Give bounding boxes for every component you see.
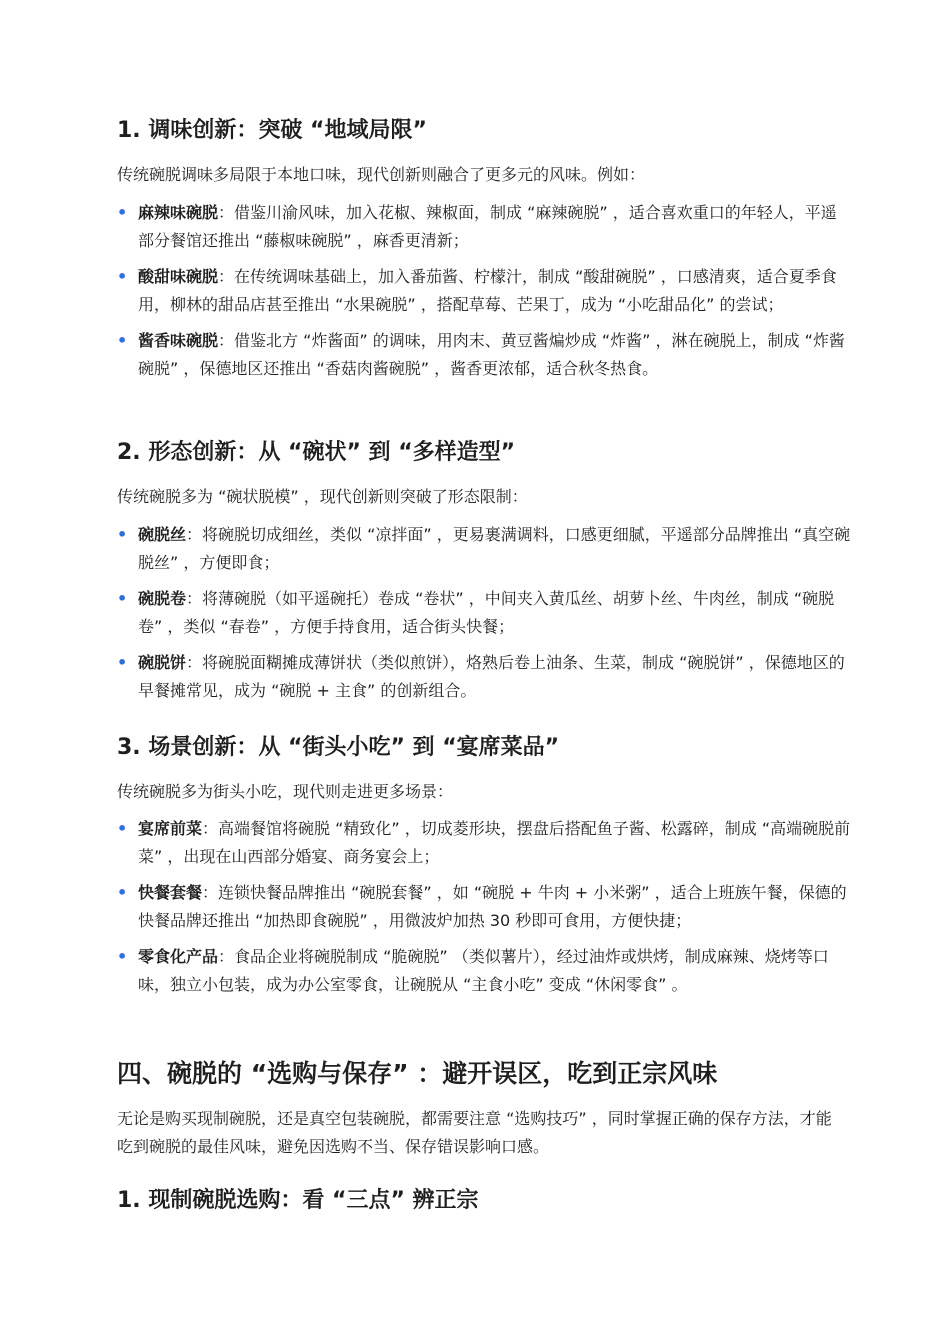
bullet-icon: • xyxy=(117,947,128,966)
section-1-heading: 1. 调味创新：突破 “地域局限” xyxy=(117,118,427,143)
item-text: ：将碗脱切成细丝，类似 “凉拌面” ，更易裹满调料，口感更细腻，平遥部分品牌推出 “真空碗脱丝” ，方便即食； xyxy=(138,525,851,572)
item-text: ：将薄碗脱（如平遥碗托）卷成 “卷状” ，中间夹入黄瓜丝、胡萝卜丝、牛肉丝，制成 “碗脱卷” ，类似 “春卷” ，方便手持食用，适合街头快餐； xyxy=(138,589,835,636)
item-term: 酱香味碗脱 xyxy=(138,331,219,350)
item-text: ：高端餐馆将碗脱 “精致化” ，切成菱形块，摆盘后搭配鱼子酱、松露碎，制成 “高端碗脱前菜” ，出现在山西部分婚宴、商务宴会上； xyxy=(138,819,851,866)
section-3-intro: 传统碗脱多为街头小吃，现代则走进更多场景： xyxy=(117,782,454,801)
bullet-icon: • xyxy=(117,589,128,608)
item-text: ：连锁快餐品牌推出 “碗脱套餐” ，如 “碗脱 + 牛肉 + 小米粥” ，适合上班族午餐，保德的快餐品牌还推出 “加热即食碗脱” ，用微波炉加热 30 秒即可食用，方便快捷； xyxy=(138,883,847,930)
section-3-list xyxy=(117,815,852,1007)
item-term: 零食化产品 xyxy=(138,947,219,966)
item-term: 快餐套餐 xyxy=(138,883,203,902)
chapter-intro: 无论是购买现制碗脱，还是真空包装碗脱，都需要注意 “选购技巧” ，同时掌握正确的保存方法，才能吃到碗脱的最佳风味，避免因选购不当、保存错误影响口感。 xyxy=(117,1109,832,1156)
list-item xyxy=(117,649,852,704)
item-text: ：借鉴川渝风味，加入花椒、辣椒面，制成 “麻辣碗脱” ，适合喜欢重口的年轻人，平遥部分餐馆还推出 “藤椒味碗脱” ，麻香更清新； xyxy=(138,203,837,250)
item-term: 酸甜味碗脱 xyxy=(138,267,219,286)
item-text: ：在传统调味基础上，加入番茄酱、柠檬汁，制成 “酸甜碗脱” ，口感清爽，适合夏季食用，柳林的甜品店甚至推出 “水果碗脱” ，搭配草莓、芒果丁，成为 “小吃甜品化” 的尝试； xyxy=(138,267,837,314)
section-2-list xyxy=(117,521,852,713)
list-item xyxy=(117,199,852,254)
section-1-intro: 传统碗脱调味多局限于本地口味，现代创新则融合了更多元的风味。例如： xyxy=(117,165,646,184)
list-item xyxy=(117,585,852,640)
list-item xyxy=(117,815,852,870)
item-text: ：将碗脱面糊摊成薄饼状（类似煎饼），烙熟后卷上油条、生菜，制成 “碗脱饼” ，保德地区的早餐摊常见，成为 “碗脱 + 主食” 的创新组合。 xyxy=(138,653,845,700)
list-item xyxy=(117,327,852,382)
item-term: 宴席前菜 xyxy=(138,819,203,838)
item-text: ：食品企业将碗脱制成 “脆碗脱” （类似薯片），经过油炸或烘烤，制成麻辣、烧烤等口味，独立小包装，成为办公室零食，让碗脱从 “主食小吃” 变成 “休闲零食” 。 xyxy=(138,947,829,994)
section-1-list xyxy=(117,199,852,391)
chapter-heading: 四、碗脱的 “选购与保存” ：避开误区，吃到正宗风味 xyxy=(117,1059,718,1088)
bullet-icon: • xyxy=(117,819,128,838)
item-term: 碗脱丝 xyxy=(138,525,187,544)
bullet-icon: • xyxy=(117,331,128,350)
section-3-heading: 3. 场景创新：从 “街头小吃” 到 “宴席菜品” xyxy=(117,735,560,760)
item-term: 碗脱卷 xyxy=(138,589,187,608)
bullet-icon: • xyxy=(117,203,128,222)
bullet-icon: • xyxy=(117,653,128,672)
list-item xyxy=(117,263,852,318)
list-item xyxy=(117,943,852,998)
section-2-heading: 2. 形态创新：从 “碗状” 到 “多样造型” xyxy=(117,440,516,465)
bullet-icon: • xyxy=(117,525,128,544)
list-item xyxy=(117,521,852,576)
list-item xyxy=(117,879,852,934)
item-term: 碗脱饼 xyxy=(138,653,187,672)
item-term: 麻辣味碗脱 xyxy=(138,203,219,222)
bullet-icon: • xyxy=(117,883,128,902)
section-2-intro: 传统碗脱多为 “碗状脱模” ，现代创新则突破了形态限制： xyxy=(117,487,528,506)
bullet-icon: • xyxy=(117,267,128,286)
chapter-sub-heading: 1. 现制碗脱选购：看 “三点” 辨正宗 xyxy=(117,1188,479,1213)
item-text: ：借鉴北方 “炸酱面” 的调味，用肉末、黄豆酱煸炒成 “炸酱” ，淋在碗脱上，制成 “炸酱碗脱” ，保德地区还推出 “香菇肉酱碗脱” ，酱香更浓郁，适合秋冬热食。 xyxy=(138,331,845,378)
